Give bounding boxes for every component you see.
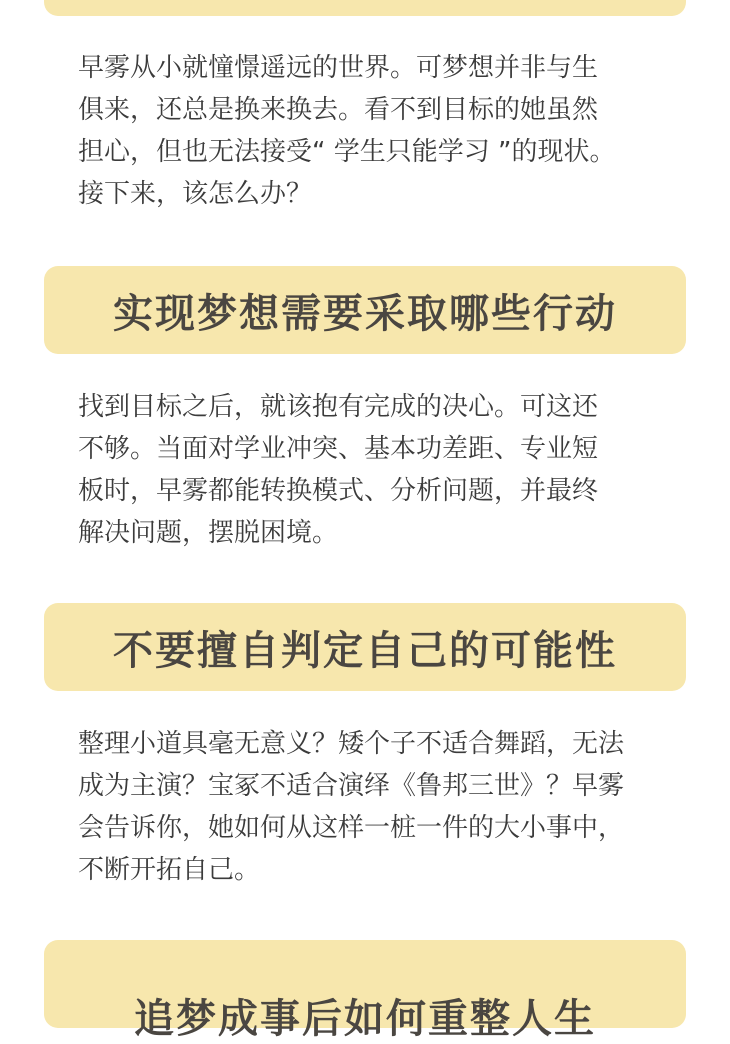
paragraph-line: 担心，但也无法接受“ 学生只能学习 ”的现状。 xyxy=(78,137,616,167)
paragraph-line: 找到目标之后，就该抱有完成的决心。可这还 xyxy=(78,392,599,422)
paragraph-line: 俱来，还总是换来换去。看不到目标的她虽然 xyxy=(78,95,599,125)
section-3-title: 不要擅自判定自己的可能性 xyxy=(113,627,617,674)
section-2-paragraph xyxy=(78,386,668,554)
paragraph-line: 板时，早雾都能转换模式、分析问题，并最终 xyxy=(78,476,599,506)
section-2-title: 实现梦想需要采取哪些行动 xyxy=(113,290,617,337)
section-2-banner xyxy=(44,266,686,354)
paragraph-line: 接下来，该怎么办？ xyxy=(78,179,313,209)
section-3-paragraph xyxy=(78,723,668,891)
section-4-banner xyxy=(44,940,686,1042)
paragraph-line: 不够。当面对学业冲突、基本功差距、专业短 xyxy=(78,434,599,464)
paragraph-line: 解决问题，摆脱困境。 xyxy=(78,518,339,548)
section-3-banner xyxy=(44,603,686,691)
paragraph-line: 成为主演？宝冢不适合演绎《鲁邦三世》？早雾 xyxy=(78,771,625,801)
section-banner-top-partial xyxy=(44,0,686,16)
paragraph-line: 早雾从小就憧憬遥远的世界。可梦想并非与生 xyxy=(78,53,599,83)
paragraph-line: 会告诉你，她如何从这样一桩一件的大小事中， xyxy=(78,813,625,843)
paragraph-line: 不断开拓自己。 xyxy=(78,855,261,885)
paragraph-line: 整理小道具毫无意义？矮个子不适合舞蹈，无法 xyxy=(78,729,625,759)
section-4-title: 追梦成事后如何重整人生 xyxy=(134,995,596,1042)
section-1-paragraph xyxy=(78,47,668,215)
